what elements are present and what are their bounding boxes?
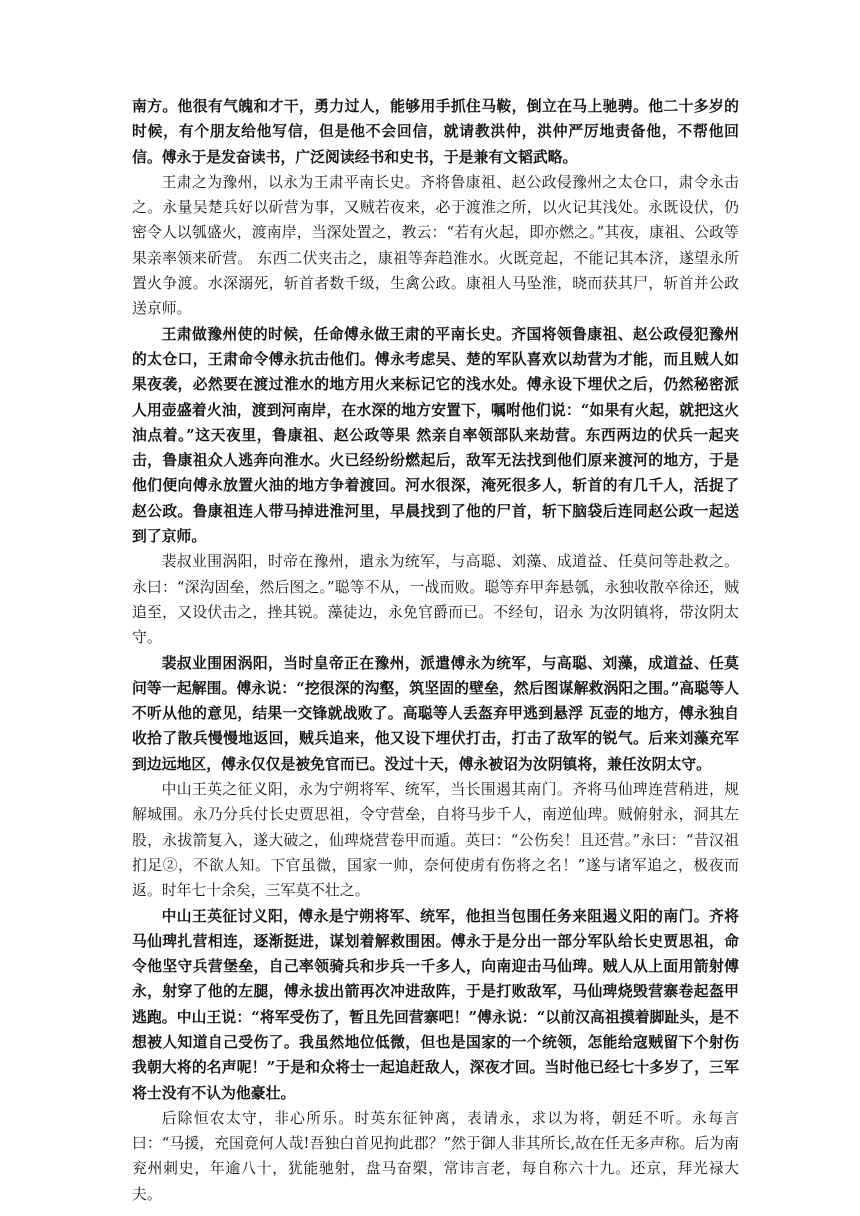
paragraph-translation-intro: 南方。他很有气魄和才干，勇力过人，能够用手抓住马鞍，倒立在马上驰骋。他二十多岁的时候，有个朋友给他写信，但是他不会回信，就请教洪仲，洪仲严厉地责备他，不帮他回信。傅永于是发奋读书，广泛阅读经书和史书，于是兼有文韬武略。 [132,98,739,166]
paragraph-original-zhongshan: 中山王英之征义阳，永为宁朔将军、统军，当长围遏其南门。齐将马仙琕连营稍进，规解城围。永乃分兵付长史贾思祖，令守营垒，自将马步千人，南逆仙琕。贼俯射永，洞其左股，永拔箭复入，遂大破之，仙琕烧营卷甲而遁。英曰：“公伤矣！且还营。”永曰：“昔汉祖扪足②，不欲人知。下官虽微，国家一帅，奈何使虏有伤将之名！”遂与诸军追之，极夜而返。时年七十余矣，三军莫不壮之。 [132,781,739,900]
paragraph-translation-peishuye: 裴叔业围困涡阳，当时皇帝正在豫州，派遣傅永为统军，与高聪、刘藻，成道益、任莫问等一起解围。傅永说：“挖很深的沟壑，筑坚固的壁垒，然后图谋解救涡阳之围。”高聪等人不听从他的意见，结果一交锋就战败了。高聪等人丢盔弃甲逃到悬浮 瓦壶的地方，傅永独自收拾了散兵慢慢地返回，贼兵追来，他又设下埋伏打击，打击了敌军的锐气。后来刘藻充军到边远地区，傅永仅仅是被免官而已。没过十天，傅永被诏为汝阴镇将，兼任汝阴太守。 [132,654,739,773]
paragraph-original-peishuye: 裴叔业围涡阳，时帝在豫州，遣永为统军，与高聪、刘藻、成道益、任莫问等赴救之。永曰：“深沟固垒，然后图之。”聪等不从，一战而败。聪等弃甲奔悬瓠，永独收散卒徐还，贼追至，又设伏击之，挫其锐。藻徒边，永免官爵而已。不经旬，诏永 为汝阴镇将，带汝阴太守。 [132,553,739,647]
paragraph-original-hengnong: 后除恒农太守，非心所乐。时英东征钟离，表请永，求以为将，朝廷不听。永每言曰：“马援，充国竟何人哉!吾独白首见拘此郡？”然于御人非其所长,故在任无多声称。后为南兖州刺史，年逾八十，犹能驰射，盘马奋槊，常讳言老，每自称六十九。还京，拜光禄大夫。 [132,1109,739,1203]
paragraph-original-wangsu: 王肃之为豫州，以永为王肃平南长史。齐将鲁康祖、赵公政侵豫州之太仓口，肃令永击之。永量吴楚兵好以斫营为事，又贼若夜来，必于渡淮之所，以火记其浅处。永既设伏，仍密令人以瓠盛火，渡南岸，当深处置之，教云：“若有火起，即亦燃之。”其夜，康祖、公政等果亲率领来斫营。 东西二伏夹击之，康祖等奔趋淮水。火既竞起，不能记其本济，遂望永所置火争渡。水深溺死，斩首者数千级，生禽公政。康祖人马坠淮，晓而获其尸，斩首并公政送京师。 [132,173,739,318]
document-page [132,94,739,1207]
paragraph-translation-wangsu: 王肃做豫州使的时候，任命傅永做王肃的平南长史。齐国将领鲁康祖、赵公政侵犯豫州的太仓口，王肃命令傅永抗击他们。傅永考虑吴、楚的军队喜欢以劫营为才能，而且贼人如果夜袭，必然要在渡过淮水的地方用火来标记它的浅水处。傅永设下埋伏之后，仍然秘密派人用壶盛着火油，渡到河南岸，在水深的地方安置下，嘱咐他们说：“如果有火起，就把这火油点着。”这天夜里，鲁康祖、赵公政等果 然亲自率领部队来劫营。东西两边的伏兵一起夹击，鲁康祖众人逃奔向淮水。火已经纷纷燃起后，敌军无法找到他们原来渡河的地方，于是他们便向傅永放置火油的地方争着渡回。河水很深，淹死很多人，斩首的有几千人，活捉了赵公政。鲁康祖连人带马掉进淮河里，早晨找到了他的尸首，斩下脑袋后连同赵公政一起送到了京师。 [132,325,739,546]
paragraph-translation-zhongshan: 中山王英征讨义阳，傅永是宁朔将军、统军，他担当包围任务来阻遏义阳的南门。齐将马仙琕扎营相连，逐渐挺进，谋划着解救围困。傅永于是分出一部分军队给长史贾思祖，命令他坚守兵营堡垒，自己率领骑兵和步兵一千多人，向南迎击马仙琕。贼人从上面用箭射傅永，射穿了他的左腿，傅永拔出箭再次冲进敌阵，于是打败敌军，马仙琕烧毁营寨卷起盔甲逃跑。中山王说：“将军受伤了，暂且先回营寨吧！”傅永说：“以前汉高祖摸着脚趾头，是不想被人知道自己受伤了。我虽然地位低微，但也是国家的一个统领，怎能给寇贼留下个射伤我朝大将的名声呢！”于是和众将士一起追赶敌人，深夜才回。当时他已经七十多岁了，三军将士没有不认为他豪壮。 [132,907,739,1102]
